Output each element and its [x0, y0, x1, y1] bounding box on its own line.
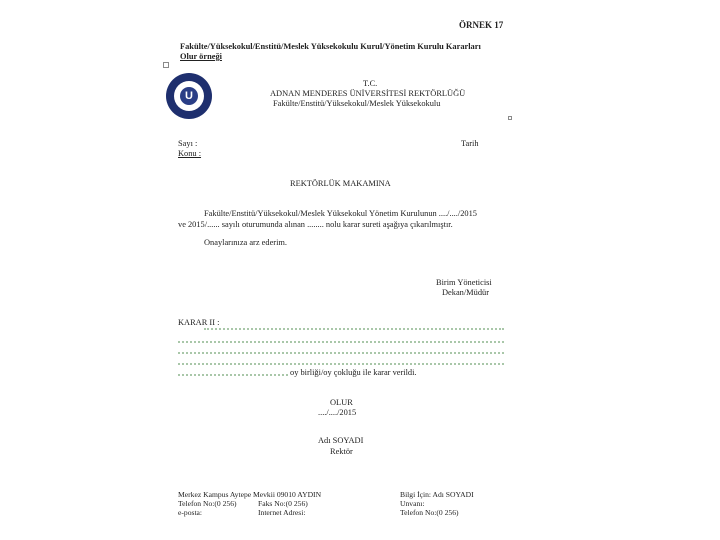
olur-date: ..../..../2015: [318, 408, 357, 417]
addressee: REKTÖRLÜK MAKAMINA: [290, 179, 391, 188]
signer-title: Rektör: [330, 447, 353, 456]
footer-email: e-posta:: [178, 508, 203, 517]
sayi-label: Sayı :: [178, 139, 198, 148]
example-number: ÖRNEK 17: [459, 20, 504, 30]
footer-fax: Faks No:(0 256): [258, 499, 308, 508]
footer-title: Unvanı:: [400, 499, 425, 508]
konu-label: Konu :: [178, 149, 202, 158]
karar-end-text: oy birliği/oy çokluğu ile karar verildi.: [290, 368, 417, 377]
signer-name: Adı SOYADI: [318, 436, 364, 445]
document-heading: Fakülte/Yüksekokul/Enstitü/Meslek Yüksekokulu Kurul/Yönetim Kurulu Kararları: [180, 42, 481, 51]
university-logo: [166, 73, 212, 119]
footer-contact: Bilgi İçin: Adı SOYADI: [400, 490, 474, 499]
sign-role-1: Birim Yöneticisi: [436, 278, 492, 287]
footer-contact-phone: Telefon No:(0 256): [400, 508, 459, 517]
logo-letter: U: [180, 87, 198, 105]
tarih-label: Tarih: [461, 139, 479, 148]
body-line-3: Onaylarınıza arz ederim.: [204, 238, 288, 247]
anchor-icon: [508, 116, 512, 120]
image-placeholder-icon: [163, 62, 169, 68]
footer-phone: Telefon No:(0 256): [178, 499, 237, 508]
karar-dotted-line-1: [204, 324, 504, 330]
karar-dotted-line-3: [178, 348, 504, 354]
karar-dotted-line-2: [178, 337, 504, 343]
document-subheading: Olur örneği: [180, 52, 222, 61]
tc-header: T.C.: [363, 79, 378, 88]
footer-address: Merkez Kampus Aytepe Mevkii 09010 AYDIN: [178, 490, 322, 499]
footer-website: Internet Adresi:: [258, 508, 306, 517]
university-name: ADNAN MENDERES ÜNİVERSİTESİ REKTÖRLÜĞÜ: [270, 89, 466, 98]
olur-label: OLUR: [330, 398, 353, 407]
karar-label: KARAR II :: [178, 318, 220, 327]
body-line-1: Fakülte/Enstitü/Yüksekokul/Meslek Yüksekokul Yönetim Kurulunun ..../..../2015: [204, 209, 477, 218]
body-line-2: ve 2015/...... sayılı oturumunda alınan ........ nolu karar sureti aşağıya çıkarılmıştır.: [178, 220, 453, 229]
karar-dotted-line-4: [178, 359, 504, 365]
unit-name: Fakülte/Enstitü/Yüksekokul/Meslek Yüksekokulu: [273, 99, 441, 108]
karar-dotted-line-5: [178, 370, 288, 376]
sign-role-2: Dekan/Müdür: [442, 288, 489, 297]
